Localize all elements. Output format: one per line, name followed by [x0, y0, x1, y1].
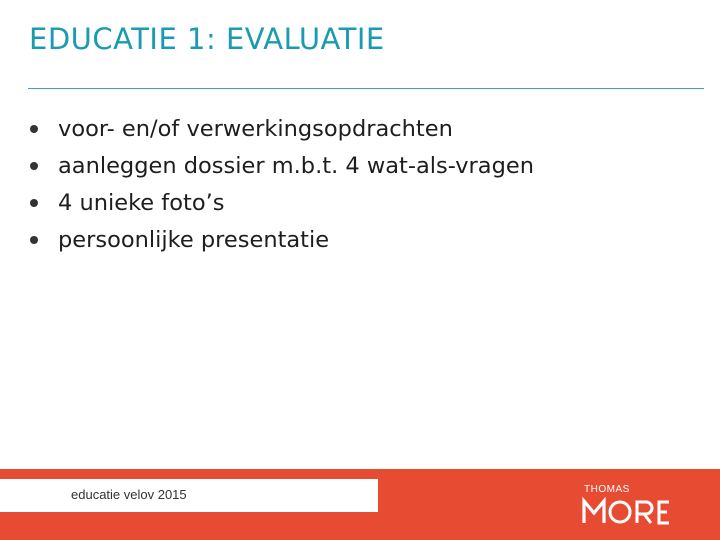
bullet-dot-icon: [30, 125, 38, 133]
bullet-list: [30, 110, 534, 258]
bullet-item: [30, 110, 534, 147]
bullet-text: persoonlijke presentatie: [58, 226, 330, 253]
bullet-text: voor- en/of verwerkingsopdrachten: [58, 115, 453, 142]
bullet-item: [30, 147, 534, 184]
footer-box: [0, 479, 378, 512]
bullet-dot-icon: [30, 236, 38, 244]
slide-title: EDUCATIE 1: EVALUATIE: [29, 22, 385, 56]
bullet-item: [30, 221, 534, 258]
logo-more-wordmark: [580, 495, 690, 525]
bullet-text: 4 unieke foto’s: [58, 189, 225, 216]
bullet-dot-icon: [30, 199, 38, 207]
thomas-more-logo-icon: [580, 484, 690, 528]
logo-top-text: THOMAS: [584, 484, 630, 495]
title-divider: [28, 88, 704, 89]
bullet-dot-icon: [30, 162, 38, 170]
footer-text: educatie velov 2015: [71, 487, 187, 502]
bullet-item: [30, 184, 534, 221]
bullet-text: aanleggen dossier m.b.t. 4 wat-als-vragen: [58, 152, 534, 179]
